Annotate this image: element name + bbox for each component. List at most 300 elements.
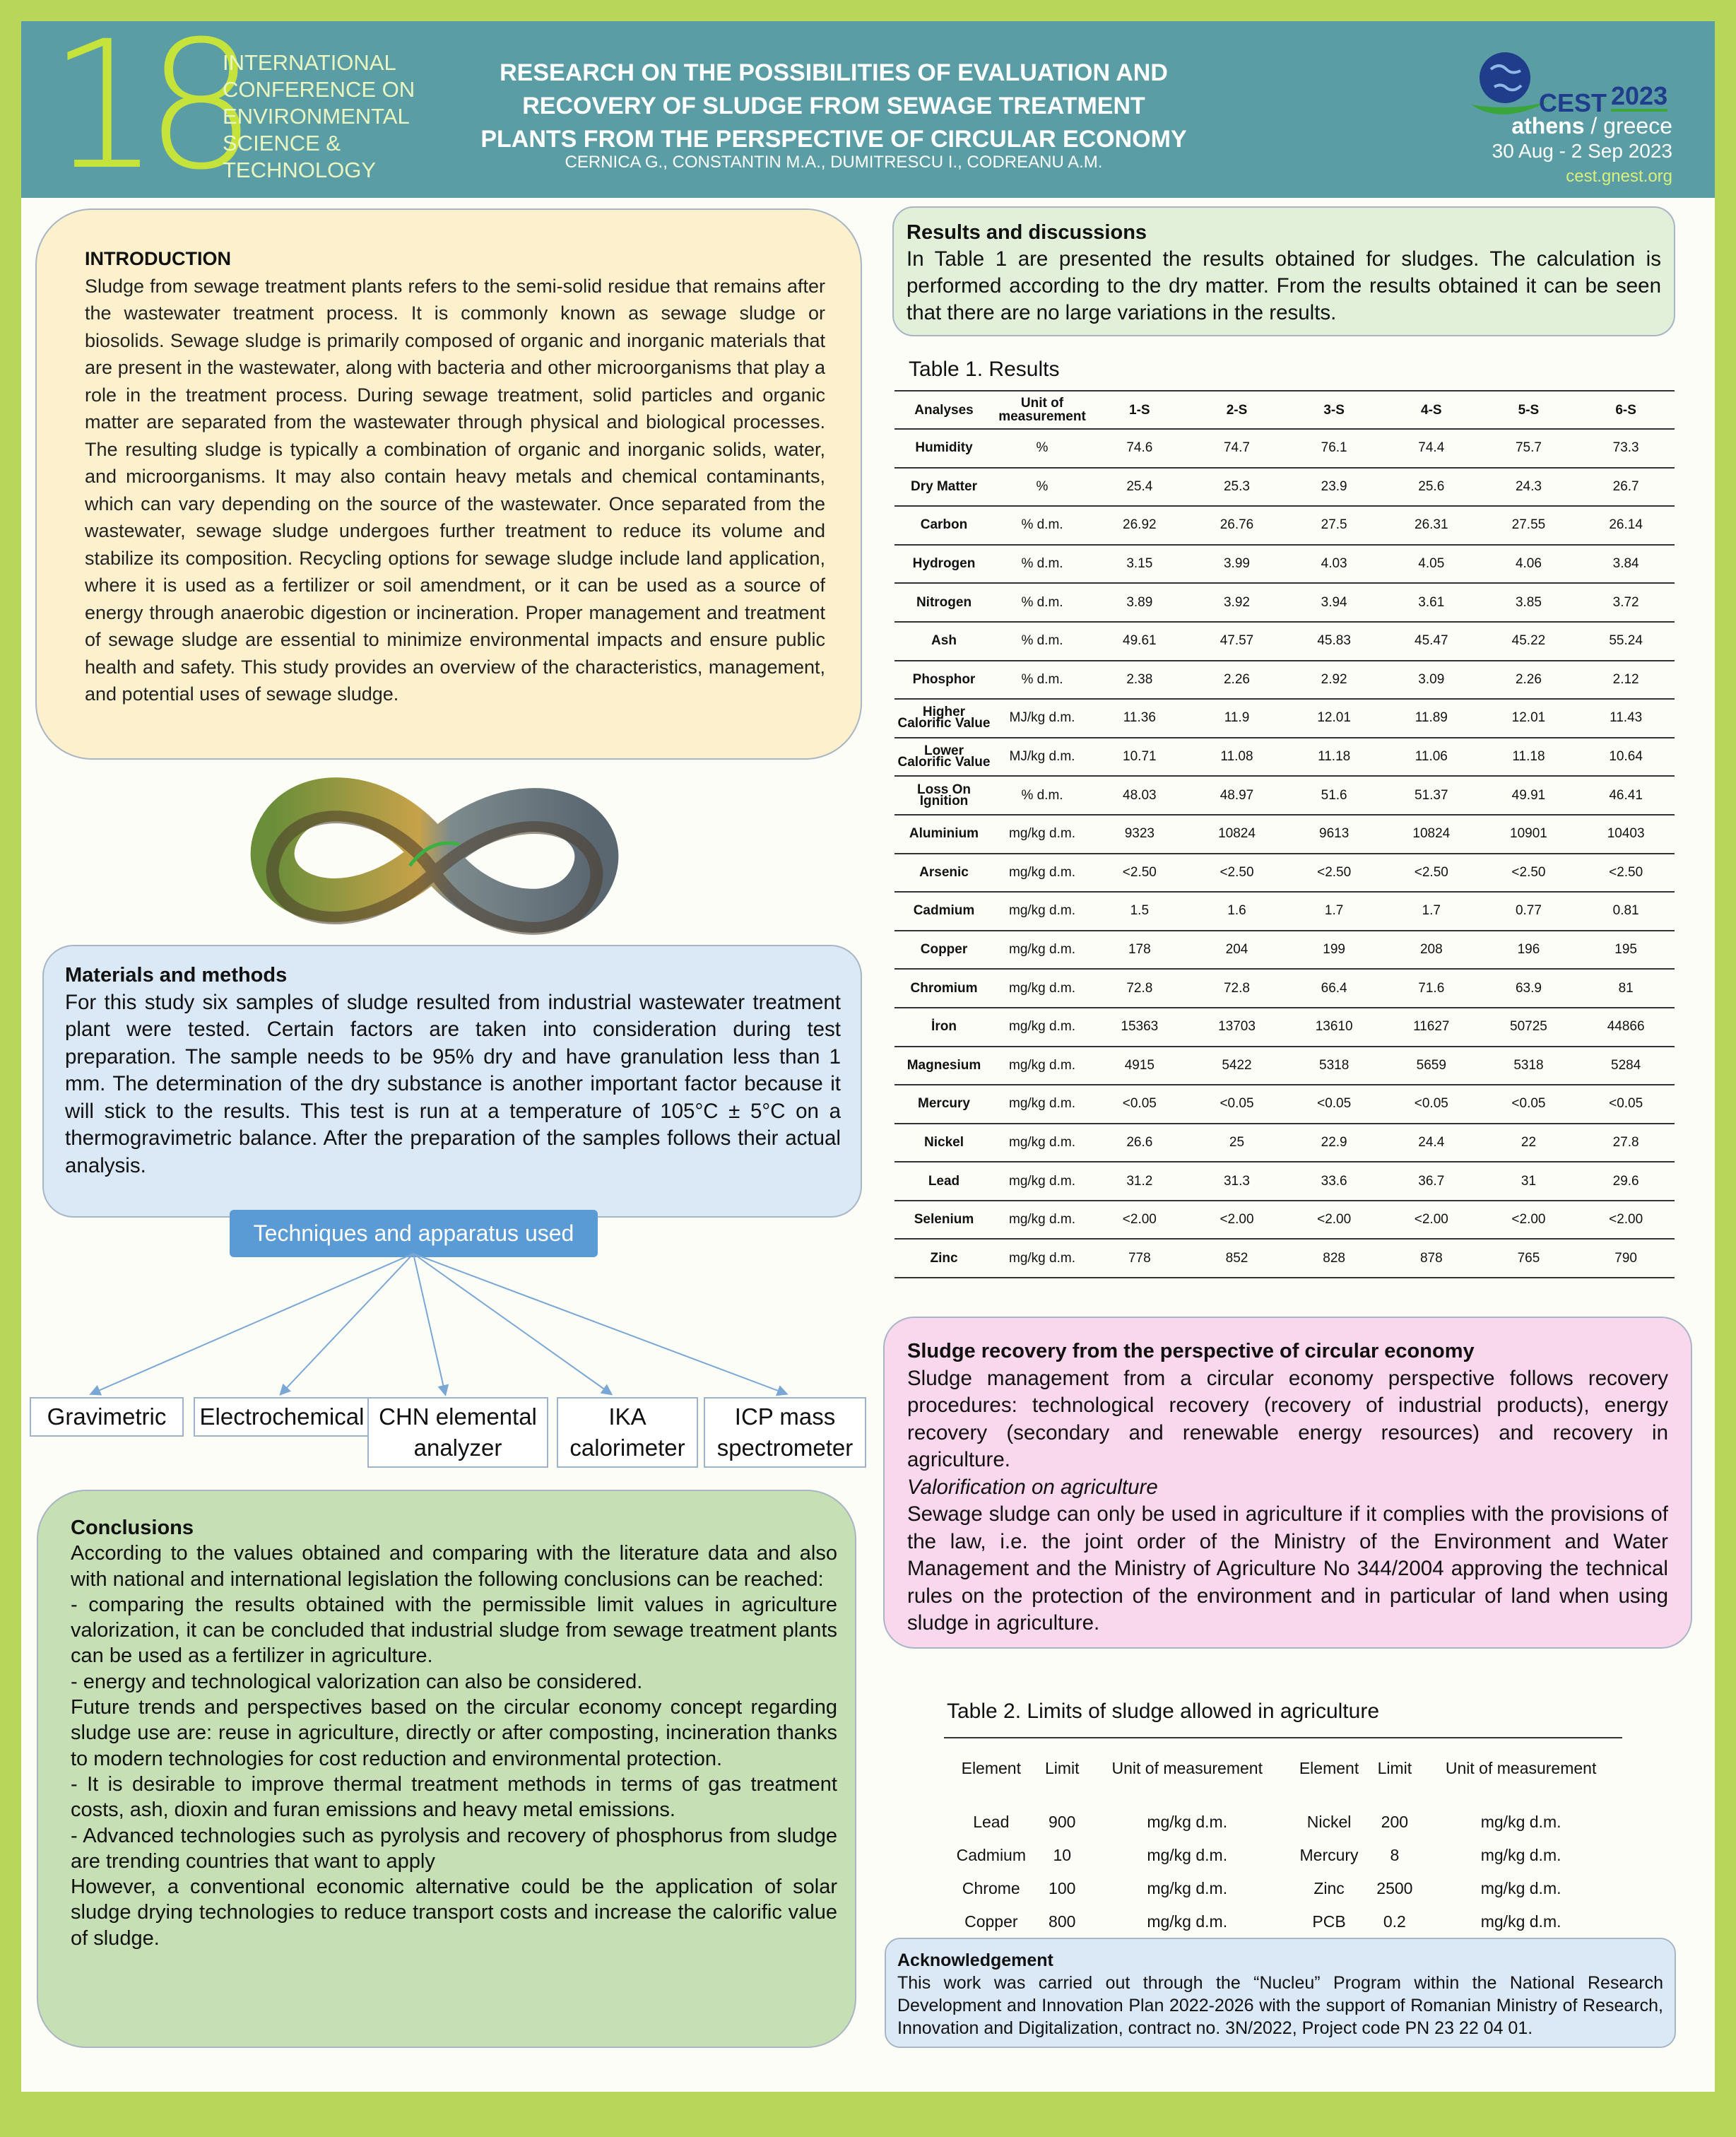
table-cell: % bbox=[1036, 440, 1049, 456]
conclusions-paragraph: - energy and technological valorization can also be considered. bbox=[71, 1670, 643, 1693]
table-cell: 27.55 bbox=[1511, 517, 1546, 533]
table-cell: 45.47 bbox=[1415, 633, 1448, 649]
table-cell: 55.24 bbox=[1609, 633, 1643, 649]
table-cell: 22 bbox=[1521, 1134, 1537, 1150]
table-cell: 50725 bbox=[1510, 1019, 1547, 1035]
conclusions-heading: Conclusions bbox=[71, 1517, 194, 1539]
table-cell: % d.m. bbox=[1021, 594, 1063, 610]
table-cell: Chromium bbox=[910, 980, 978, 996]
table-row bbox=[894, 1162, 1675, 1201]
table-cell: 74.6 bbox=[1126, 440, 1153, 456]
table-cell: 8 bbox=[1390, 1846, 1400, 1864]
table-cell: 200 bbox=[1381, 1813, 1409, 1831]
table-cell: 33.6 bbox=[1321, 1173, 1347, 1189]
table-cell: 3.09 bbox=[1418, 671, 1445, 687]
table-cell: Zinc bbox=[1313, 1879, 1345, 1897]
table-cell: 10 bbox=[1053, 1846, 1072, 1864]
table-cell: Loss On Ignition bbox=[916, 782, 971, 808]
table-cell: % d.m. bbox=[1021, 556, 1063, 572]
table-cell: 178 bbox=[1128, 942, 1151, 958]
table-row bbox=[894, 1008, 1675, 1047]
table-row bbox=[894, 815, 1675, 854]
results-box bbox=[892, 206, 1675, 336]
table-cell: 11.18 bbox=[1512, 749, 1545, 765]
table-cell: 75.7 bbox=[1515, 440, 1542, 456]
country: / greece bbox=[1584, 113, 1672, 139]
table-header-cell: Unit of measurement bbox=[1111, 1758, 1263, 1777]
conference-line: INTERNATIONAL bbox=[223, 50, 396, 75]
table-row bbox=[894, 468, 1675, 507]
table-cell: 76.1 bbox=[1321, 440, 1347, 456]
table-cell: 900 bbox=[1049, 1813, 1076, 1831]
table-cell: mg/kg d.m. bbox=[1147, 1813, 1228, 1831]
table-cell: 765 bbox=[1517, 1250, 1540, 1266]
table-cell: Zinc bbox=[930, 1250, 958, 1266]
table-cell: 1.7 bbox=[1422, 903, 1441, 919]
table-cell: 73.3 bbox=[1612, 440, 1639, 456]
table2-caption: Table 2. Limits of sludge allowed in agriculture bbox=[947, 1700, 1379, 1723]
table-cell: 3.89 bbox=[1126, 594, 1153, 610]
table-cell: 3.99 bbox=[1223, 556, 1250, 572]
table-cell: <0.05 bbox=[1414, 1096, 1448, 1112]
table-cell: 878 bbox=[1419, 1250, 1443, 1266]
table-cell: <0.05 bbox=[1122, 1096, 1157, 1112]
table-cell: 852 bbox=[1225, 1250, 1248, 1266]
table-row bbox=[894, 1047, 1675, 1085]
table-header-cell: 2-S bbox=[1226, 402, 1248, 418]
header-banner bbox=[21, 21, 1715, 208]
table-cell: 25.4 bbox=[1126, 478, 1153, 494]
recovery-subheading: Valorification on agriculture bbox=[907, 1475, 1158, 1499]
table-header-row bbox=[894, 391, 1675, 429]
table-cell: mg/kg d.m. bbox=[1009, 1212, 1075, 1228]
table-cell: MJ/kg d.m. bbox=[1009, 710, 1075, 726]
table-cell: 31.2 bbox=[1126, 1173, 1153, 1189]
technique-icp-spectrometer: ICP mass spectrometer bbox=[704, 1397, 866, 1468]
table-cell: 1.7 bbox=[1324, 903, 1344, 919]
table-cell: 778 bbox=[1128, 1250, 1151, 1266]
table-header-cell: Unit of measurement bbox=[998, 396, 1086, 424]
table-cell: 5318 bbox=[1319, 1057, 1350, 1073]
table-cell: Arsenic bbox=[919, 864, 969, 880]
table-cell: 29.6 bbox=[1612, 1173, 1639, 1189]
table-cell: 0.81 bbox=[1612, 903, 1639, 919]
recovery-text: Sludge management from a circular economy perspective follows recovery procedures: technological recovery (recovery of industrial products), energy recovery (secondary and renewable energy resources) and recovery in agriculture. bbox=[907, 1366, 1668, 1471]
table-header-cell: Element bbox=[961, 1758, 1021, 1777]
table-cell: Higher Calorific Value bbox=[897, 705, 991, 731]
table-cell: 2.38 bbox=[1126, 671, 1153, 687]
table-cell: % d.m. bbox=[1021, 671, 1063, 687]
table-row bbox=[944, 1872, 1622, 1905]
table-header-cell: 6-S bbox=[1615, 402, 1636, 418]
table-cell: <0.05 bbox=[1317, 1096, 1352, 1112]
table-cell: <2.00 bbox=[1609, 1212, 1643, 1228]
table-row bbox=[894, 1201, 1675, 1240]
table-cell: 25.6 bbox=[1418, 478, 1445, 494]
table-row bbox=[894, 545, 1675, 584]
table-cell: Hydrogen bbox=[912, 556, 976, 572]
results-text: In Table 1 are presented the results obtained for sludges. The calculation is performed according to the dry matter. From the results obtained it can be seen that there are no large variations in the results. bbox=[907, 247, 1661, 324]
table-cell: 11627 bbox=[1413, 1019, 1450, 1035]
acknowledgement-box bbox=[885, 1938, 1676, 2048]
table-cell: Copper bbox=[920, 942, 968, 958]
table-cell: 13610 bbox=[1315, 1019, 1353, 1035]
poster-title: RESEARCH ON THE POSSIBILITIES OF EVALUATION AND RECOVERY OF SLUDGE FROM SEWAGE TREATMENT PLANTS FROM THE PERSPECTIVE OF CIRCULAR ECONOMY bbox=[480, 59, 1187, 153]
table-cell: 0.2 bbox=[1383, 1912, 1406, 1931]
table-row bbox=[894, 583, 1675, 622]
globe-icon bbox=[1480, 52, 1530, 103]
table-cell: Mercury bbox=[1299, 1846, 1359, 1864]
conference-line: CONFERENCE ON bbox=[223, 77, 415, 102]
table-cell: 44866 bbox=[1607, 1019, 1645, 1035]
table-cell: mg/kg d.m. bbox=[1147, 1846, 1228, 1864]
table-cell: mg/kg d.m. bbox=[1009, 864, 1075, 880]
table-cell: 11.06 bbox=[1415, 749, 1448, 765]
table-cell: Chrome bbox=[962, 1879, 1020, 1897]
table-cell: mg/kg d.m. bbox=[1480, 1813, 1561, 1831]
table-cell: Aluminium bbox=[909, 826, 979, 842]
table-header-cell: Analyses bbox=[914, 402, 974, 418]
table-cell: mg/kg d.m. bbox=[1009, 826, 1075, 842]
table-row bbox=[894, 661, 1675, 700]
table-cell: 828 bbox=[1323, 1250, 1345, 1266]
table-cell: 5422 bbox=[1222, 1057, 1252, 1073]
table-row bbox=[944, 1798, 1622, 1839]
table-cell: 48.03 bbox=[1123, 787, 1157, 803]
results-heading: Results and discussions bbox=[907, 221, 1147, 244]
table-header-cell: Limit bbox=[1044, 1758, 1080, 1777]
table-cell: mg/kg d.m. bbox=[1009, 1250, 1075, 1266]
table-row bbox=[894, 892, 1675, 931]
table-cell: 81 bbox=[1618, 980, 1634, 996]
conclusions-box bbox=[37, 1490, 856, 2048]
table-cell: Dry Matter bbox=[911, 478, 977, 494]
table-cell: mg/kg d.m. bbox=[1480, 1846, 1561, 1864]
table-cell: mg/kg d.m. bbox=[1009, 1019, 1075, 1035]
table-cell: 49.91 bbox=[1511, 787, 1546, 803]
table-cell: PCB bbox=[1312, 1912, 1346, 1931]
technique-ika-calorimeter: IKA calorimeter bbox=[557, 1397, 698, 1468]
table-cell: 11.43 bbox=[1610, 710, 1643, 726]
table-row bbox=[894, 931, 1675, 970]
table-cell: 10824 bbox=[1218, 826, 1256, 842]
table-cell: % d.m. bbox=[1021, 787, 1063, 803]
table-cell: 3.72 bbox=[1612, 594, 1639, 610]
recovery-box bbox=[883, 1317, 1692, 1649]
table-header-cell: 1-S bbox=[1129, 402, 1150, 418]
table-cell: Lead bbox=[973, 1813, 1010, 1831]
table-cell: 4.06 bbox=[1515, 556, 1542, 572]
table-cell: 71.6 bbox=[1418, 980, 1445, 996]
table-cell: 2.92 bbox=[1321, 671, 1347, 687]
table-cell: <2.00 bbox=[1317, 1212, 1352, 1228]
table-row bbox=[894, 429, 1675, 468]
acknowledgement-text: This work was carried out through the “Nucleu” Program within the National Research Development and Innovation Plan 2022-2026 with the support of Romanian Ministry of Research, Innovation and Digitalization, contract no. 3N/2022, Project code PN 23 22 04 01. bbox=[897, 1973, 1663, 2038]
table-cell: 196 bbox=[1517, 942, 1540, 958]
conference-name bbox=[223, 49, 456, 184]
table-cell: 11.89 bbox=[1415, 710, 1448, 726]
table-cell: 4915 bbox=[1124, 1057, 1155, 1073]
table-cell: 204 bbox=[1225, 942, 1248, 958]
authors: CERNICA G., CONSTANTIN M.A., DUMITRESCU I., CODREANU A.M. bbox=[565, 153, 1103, 172]
table-cell: 10.64 bbox=[1609, 749, 1643, 765]
table-cell: 10.71 bbox=[1123, 749, 1157, 765]
table-cell: mg/kg d.m. bbox=[1480, 1912, 1561, 1931]
introduction-heading: INTRODUCTION bbox=[85, 248, 231, 269]
conclusions-paragraph: - It is desirable to improve thermal treatment methods in terms of gas treatment costs, ash, dioxin and furan emissions and heavy metal emissions. bbox=[71, 1772, 837, 1822]
methods-text: For this study six samples of sludge resulted from industrial wastewater treatment plant were tested. Certain factors are taken into consideration during test preparation. The sample needs to be 95% dry and have granulation less than 1 mm. The determination of the dry substance is another important factor because it will stick to the results. This test is run at a temperature of 105°C ± 5°C on a thermogravimetric balance. After the preparation of the samples follows their actual analysis. bbox=[65, 990, 841, 1177]
table-cell: Magnesium bbox=[907, 1057, 981, 1073]
table-cell: 10824 bbox=[1412, 826, 1451, 842]
table-cell: 5318 bbox=[1513, 1057, 1544, 1073]
conference-dates: 30 Aug - 2 Sep 2023 bbox=[1492, 140, 1672, 162]
table-cell: 1.6 bbox=[1227, 903, 1246, 919]
table-cell: 4.03 bbox=[1321, 556, 1347, 572]
introduction-box bbox=[35, 208, 862, 760]
acknowledgement-heading: Acknowledgement bbox=[897, 1950, 1053, 1970]
table-row bbox=[894, 854, 1675, 893]
table-cell: <2.50 bbox=[1511, 864, 1546, 880]
table-cell: 51.37 bbox=[1415, 787, 1448, 803]
table-header-row bbox=[944, 1738, 1622, 1798]
table-cell: 26.6 bbox=[1126, 1134, 1153, 1150]
conference-line: ENVIRONMENTAL bbox=[223, 104, 410, 129]
conference-line: SCIENCE & bbox=[223, 131, 341, 155]
table-cell: <2.50 bbox=[1122, 864, 1157, 880]
table-cell: 4.05 bbox=[1418, 556, 1445, 572]
table-cell: Nickel bbox=[1306, 1813, 1352, 1831]
table-cell: 3.85 bbox=[1515, 594, 1542, 610]
table-cell: 11.36 bbox=[1123, 710, 1156, 726]
table-cell: Cadmium bbox=[956, 1846, 1027, 1864]
table-cell: Nitrogen bbox=[916, 594, 972, 610]
table-cell: Carbon bbox=[920, 517, 968, 533]
table-cell: 26.92 bbox=[1123, 517, 1157, 533]
table-cell: 11.9 bbox=[1224, 710, 1250, 726]
technique-gravimetric: Gravimetric bbox=[30, 1397, 184, 1437]
table-cell: <2.00 bbox=[1414, 1212, 1448, 1228]
table-cell: mg/kg d.m. bbox=[1009, 903, 1075, 919]
table-cell: 13703 bbox=[1218, 1019, 1256, 1035]
table-cell: Copper bbox=[964, 1912, 1018, 1931]
table-cell: 26.7 bbox=[1612, 478, 1639, 494]
table-cell: 66.4 bbox=[1321, 980, 1347, 996]
methods-heading: Materials and methods bbox=[65, 964, 288, 987]
table-cell: 5284 bbox=[1611, 1057, 1641, 1073]
table-cell: <2.50 bbox=[1414, 864, 1448, 880]
table-cell: 10901 bbox=[1510, 826, 1547, 842]
table-cell: 25 bbox=[1229, 1134, 1245, 1150]
results-table bbox=[894, 390, 1675, 1278]
table-cell: 74.4 bbox=[1418, 440, 1445, 456]
table-cell: 27.5 bbox=[1321, 517, 1347, 533]
conclusions-paragraph: According to the values obtained and comparing with the literature data and also with national and international legislation the following conclusions can be reached: bbox=[71, 1542, 837, 1591]
table-cell: mg/kg d.m. bbox=[1009, 1096, 1075, 1112]
technique-electrochemical: Electrochemical bbox=[194, 1397, 370, 1437]
table-cell: 12.01 bbox=[1511, 710, 1546, 726]
table-cell: Mercury bbox=[918, 1096, 970, 1112]
table-cell: 1.5 bbox=[1130, 903, 1150, 919]
table-cell: 24.3 bbox=[1515, 478, 1542, 494]
table-cell: 31 bbox=[1521, 1173, 1537, 1189]
conference-number: 18 bbox=[48, 21, 242, 208]
table1-caption: Table 1. Results bbox=[909, 358, 1060, 381]
poster bbox=[21, 21, 1715, 2092]
table-row bbox=[894, 622, 1675, 661]
table-cell: mg/kg d.m. bbox=[1147, 1912, 1228, 1931]
table-cell: Lead bbox=[928, 1173, 960, 1189]
table-cell: 45.83 bbox=[1317, 633, 1351, 649]
table-row bbox=[894, 776, 1675, 815]
table-cell: <2.00 bbox=[1122, 1212, 1157, 1228]
table-cell: Lower Calorific Value bbox=[897, 743, 991, 770]
table-cell: <2.50 bbox=[1609, 864, 1643, 880]
table-row bbox=[944, 1905, 1622, 1939]
logo-text: CEST bbox=[1539, 88, 1607, 117]
table-cell: 72.8 bbox=[1126, 980, 1153, 996]
table-cell: <0.05 bbox=[1609, 1096, 1643, 1112]
table-cell: 3.94 bbox=[1321, 594, 1347, 610]
circular-economy-illustration bbox=[233, 760, 636, 950]
table-cell: Selenium bbox=[914, 1212, 974, 1228]
table-cell: 26.14 bbox=[1609, 517, 1643, 533]
table-cell: <2.50 bbox=[1317, 864, 1352, 880]
table-cell: 51.6 bbox=[1321, 787, 1347, 803]
table-cell: 47.57 bbox=[1220, 633, 1254, 649]
table-cell: 9613 bbox=[1319, 826, 1350, 842]
table-header-cell: 5-S bbox=[1518, 402, 1540, 418]
table-cell: mg/kg d.m. bbox=[1009, 942, 1075, 958]
conclusions-paragraph: - comparing the results obtained with the permissible limit values in agriculture valorization, it can be concluded that industrial sludge from sewage treatment plants can be used as a fertilizer in agriculture. bbox=[71, 1593, 837, 1668]
conclusions-paragraph: Future trends and perspectives based on the circular economy concept regarding sludge use are: reuse in agriculture, directly or after composting, incineration thanks to modern technologies for cost reduction and environmental protection. bbox=[71, 1696, 837, 1770]
table-cell: 72.8 bbox=[1223, 980, 1250, 996]
table-cell: İron bbox=[931, 1019, 957, 1035]
table-cell: 2.26 bbox=[1223, 671, 1250, 687]
techniques-title: Techniques and apparatus used bbox=[230, 1210, 598, 1257]
table-cell: 22.9 bbox=[1321, 1134, 1347, 1150]
conclusions-paragraph: However, a conventional economic alternative could be the application of solar sludge drying technologies to reduce transport costs and increase the calorific value of sludge. bbox=[71, 1876, 837, 1950]
table-cell: 31.3 bbox=[1223, 1173, 1250, 1189]
table-cell: 0.77 bbox=[1515, 903, 1542, 919]
table-cell: 63.9 bbox=[1515, 980, 1542, 996]
table-cell: 45.22 bbox=[1511, 633, 1546, 649]
table-cell: 48.97 bbox=[1220, 787, 1254, 803]
table-cell: <0.05 bbox=[1220, 1096, 1254, 1112]
table-cell: 2.12 bbox=[1612, 671, 1639, 687]
limits-table bbox=[944, 1737, 1622, 1940]
table-cell: mg/kg d.m. bbox=[1147, 1879, 1228, 1897]
techniques-connectors bbox=[21, 1251, 890, 1420]
table-cell: 208 bbox=[1419, 942, 1443, 958]
recovery-text-2: Sewage sludge can only be used in agriculture if it complies with the provisions of the law, i.e. the joint order of the Ministry of the Environment and Water Management and the Ministry of Agriculture No 344/2004 approving the technical rules on the protection of the environment and in particular of land when using sludge in agriculture. bbox=[907, 1502, 1668, 1635]
table-cell: Nickel bbox=[924, 1134, 964, 1150]
table-cell: 27.8 bbox=[1612, 1134, 1639, 1150]
conference-website[interactable]: cest.gnest.org bbox=[1566, 167, 1672, 186]
table-cell: 46.41 bbox=[1609, 787, 1643, 803]
table-cell: 11.18 bbox=[1318, 749, 1351, 765]
table-cell: <2.00 bbox=[1511, 1212, 1546, 1228]
introduction-text: Sludge from sewage treatment plants refers to the semi-solid residue that remains after the wastewater treatment process. It is commonly known as sewage sludge or biosolids. Sewage sludge is primarily composed of organic and inorganic materials that are present in the wastewater, along with bacteria and other microorganisms that play a role in the treatment process. During sewage treatment, solid particles and organic matter are separated from the wastewater through physical and biological processes. The resulting sludge is typically a combination of organic and inorganic solids, water, and microorganisms. It may also contain heavy metals and chemical contaminants, which can vary depending on the source of the wastewater. Once separated from the wastewater, sewage sludge undergoes further treatment to reduce its volume and stabilize its composition. Recycling options for sewage sludge include land application, where it is used as a fertilizer or soil amendment, or it can be used as a source of energy through anaerobic digestion or incineration. Proper management and treatment of sewage sludge are essential to minimize environmental impacts and ensure public health and safety. This study provides an overview of the characteristics, management, and potential uses of sewage sludge. bbox=[85, 275, 825, 705]
table-cell: 3.15 bbox=[1126, 556, 1153, 572]
table-cell: 24.4 bbox=[1418, 1134, 1445, 1150]
table-row bbox=[894, 969, 1675, 1008]
table-cell: mg/kg d.m. bbox=[1009, 1134, 1075, 1150]
table-cell: 25.3 bbox=[1223, 478, 1250, 494]
technique-chn-analyzer: CHN elemental analyzer bbox=[367, 1397, 548, 1468]
table-row bbox=[894, 1239, 1675, 1278]
table-row bbox=[894, 1085, 1675, 1124]
recovery-heading: Sludge recovery from the perspective of circular economy bbox=[907, 1340, 1475, 1362]
table-header-cell: Element bbox=[1299, 1758, 1359, 1777]
table-cell: 15363 bbox=[1121, 1019, 1159, 1035]
table-cell: 26.31 bbox=[1415, 517, 1448, 533]
location bbox=[1511, 113, 1672, 139]
table-row bbox=[944, 1839, 1622, 1872]
table-row bbox=[894, 699, 1675, 738]
table-cell: 3.61 bbox=[1418, 594, 1445, 610]
table-cell: 23.9 bbox=[1321, 478, 1347, 494]
table-header-cell: 3-S bbox=[1323, 402, 1345, 418]
table-cell: 49.61 bbox=[1123, 633, 1157, 649]
table-cell: 12.01 bbox=[1317, 710, 1351, 726]
table-cell: 11.08 bbox=[1220, 749, 1253, 765]
table-cell: Cadmium bbox=[913, 903, 975, 919]
table-cell: % d.m. bbox=[1021, 517, 1063, 533]
table-cell: <2.00 bbox=[1220, 1212, 1254, 1228]
table-cell: 800 bbox=[1049, 1912, 1076, 1931]
table-cell: 2500 bbox=[1376, 1879, 1413, 1897]
table-header-cell: Limit bbox=[1377, 1758, 1412, 1777]
methods-box bbox=[42, 945, 862, 1218]
conference-line: TECHNOLOGY bbox=[223, 158, 377, 182]
table-cell: <2.50 bbox=[1220, 864, 1254, 880]
results-table-body bbox=[894, 429, 1675, 1278]
table-header-cell: Unit of measurement bbox=[1445, 1758, 1597, 1777]
table-cell: 3.84 bbox=[1612, 556, 1639, 572]
table-cell: 9323 bbox=[1124, 826, 1155, 842]
table-cell: 100 bbox=[1049, 1879, 1076, 1897]
table-cell: 10403 bbox=[1607, 826, 1645, 842]
table-cell: <0.05 bbox=[1511, 1096, 1546, 1112]
table-cell: MJ/kg d.m. bbox=[1009, 749, 1075, 765]
limits-table-body bbox=[944, 1798, 1622, 1939]
logo-year: 2023 bbox=[1611, 81, 1668, 110]
table-cell: % bbox=[1036, 478, 1049, 494]
table-row bbox=[894, 1124, 1675, 1162]
table-cell: 199 bbox=[1323, 942, 1345, 958]
table-cell: 36.7 bbox=[1418, 1173, 1445, 1189]
table-cell: mg/kg d.m. bbox=[1009, 980, 1075, 996]
table-header-cell: 4-S bbox=[1421, 402, 1442, 418]
table-row bbox=[894, 738, 1675, 777]
table-row bbox=[894, 506, 1675, 545]
table-cell: Ash bbox=[931, 633, 957, 649]
table-cell: 3.92 bbox=[1223, 594, 1250, 610]
table-cell: mg/kg d.m. bbox=[1009, 1173, 1075, 1189]
conclusions-paragraph: - Advanced technologies such as pyrolysis and recovery of phosphorus from sludge are trending countries that want to apply bbox=[71, 1824, 837, 1873]
table-cell: mg/kg d.m. bbox=[1009, 1057, 1075, 1073]
table-cell: % d.m. bbox=[1021, 633, 1063, 649]
table-cell: Humidity bbox=[915, 440, 973, 456]
table-cell: mg/kg d.m. bbox=[1480, 1879, 1561, 1897]
table-cell: 5659 bbox=[1416, 1057, 1446, 1073]
table-cell: 790 bbox=[1614, 1250, 1637, 1266]
table-cell: 74.7 bbox=[1223, 440, 1250, 456]
table-cell: 2.26 bbox=[1515, 671, 1542, 687]
table-cell: 195 bbox=[1614, 942, 1637, 958]
city: athens bbox=[1511, 113, 1585, 139]
table-cell: Phosphor bbox=[912, 671, 976, 687]
